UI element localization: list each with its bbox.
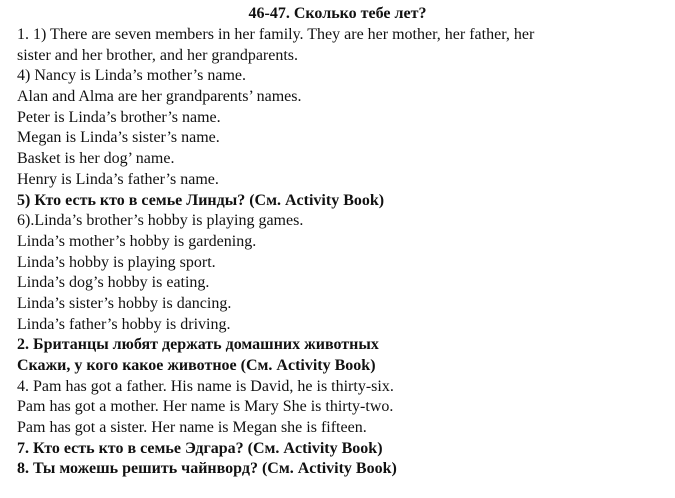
line-text: 7. Кто есть кто в семье Эдгара? (См. Activity Book) [17,439,383,457]
document-body [17,25,667,480]
line-text: 4. Pam has got a father. His name is David, he is thirty-six. [17,377,394,395]
line-text: Henry is Linda’s father’s name. [17,170,219,188]
line-text: 5) Кто есть кто в семье Линды? (См. Activity Book) [17,191,385,209]
line-text: Peter is Linda’s brother’s name. [17,108,221,126]
line-text: Скажи, у кого какое животное (См. Activity Book) [17,357,376,374]
line-text: Linda’s dog’s hobby is eating. [17,274,210,292]
line-text: Pam has got a sister. Her name is Megan she is fifteen. [17,419,367,437]
line-text: Linda’s father’s hobby is driving. [17,315,231,333]
line-text: Linda’s hobby is playing sport. [17,253,216,271]
line-text: Megan is Linda’s sister’s name. [17,129,220,147]
line-text: 2. Британцы любят держать домашних животных [17,336,379,354]
line-text: 8. Ты можешь решить чайнворд? (См. Activity Book) [17,460,397,478]
line-text: Linda’s sister’s hobby is dancing. [17,294,232,312]
line-text: Pam has got a mother. Her name is Mary She is thirty-two. [17,398,394,416]
line-text: Linda’s mother’s hobby is gardening. [17,232,257,250]
line-text: 4) Nancy is Linda’s mother’s name. [17,67,246,85]
line-text: 6).Linda’s brother’s hobby is playing games. [17,212,304,230]
line-text: sister and her brother, and her grandparents. [17,46,299,64]
line-text: Basket is her dog’ name. [17,150,175,168]
line-text: 1. 1) There are seven members in her family. They are her mother, her father, her [17,26,535,43]
line-text: Alan and Alma are her grandparents’ names. [17,88,302,106]
page-title: 46-47. Сколько тебе лет? [248,5,427,22]
